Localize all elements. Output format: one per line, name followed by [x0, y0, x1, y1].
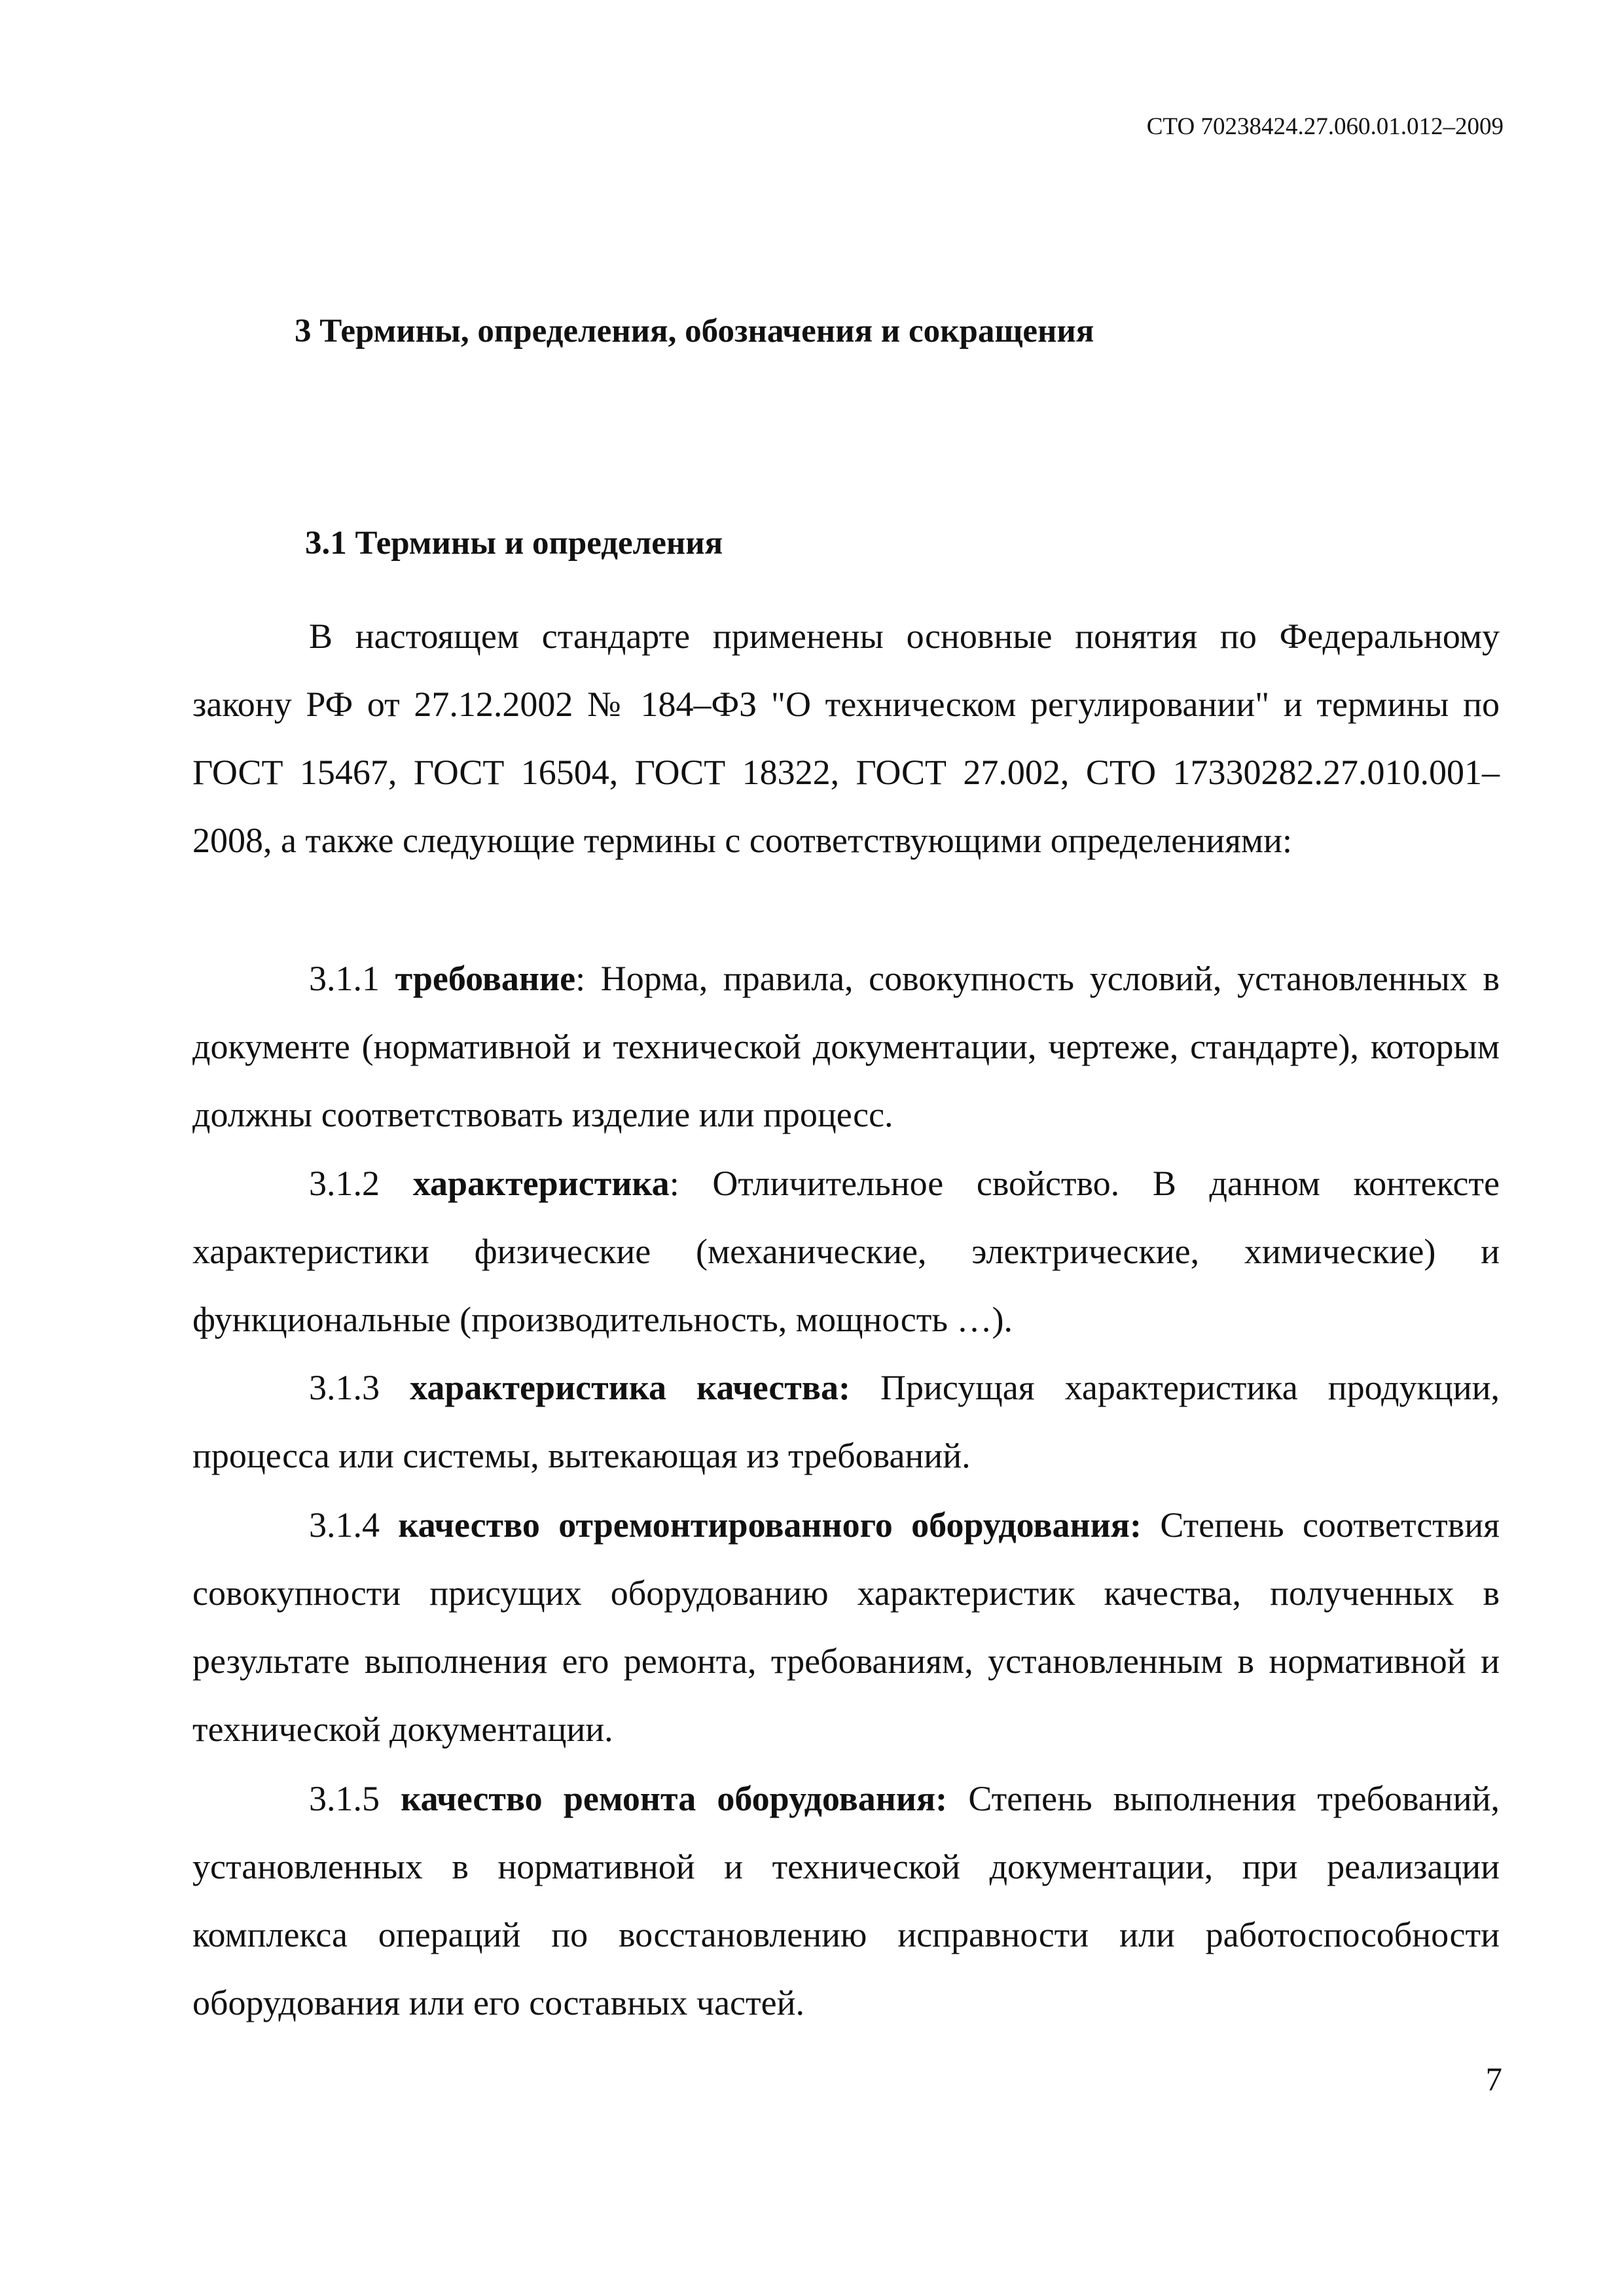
term-3-1-2: [192, 1149, 1500, 1354]
term-name: качество ремонта оборудования:: [401, 1779, 948, 1818]
term-definition: Норма, правила, совокупность условий, установленных в документе (нормативной и технической документации, чертеже, стандарте), которым должны соответствовать изделие или процесс.: [192, 959, 1500, 1134]
section-title: 3 Термины, определения, обозначения и сокращения: [295, 313, 1094, 350]
intro-paragraph: В настоящем стандарте применены основные понятия по Федеральному закону РФ от 27.12.2002 № 184–ФЗ "О техническом регулировании" и термины по ГОСТ 15467, ГОСТ 16504, ГОСТ 18322, ГОСТ 27.002, СТО 17330282.27.010.001–2008, а также следующие термины с соответствующими определениями:: [192, 617, 1500, 860]
term-name: качество отремонтированного оборудования:: [398, 1505, 1142, 1545]
term-3-1-3: [192, 1354, 1500, 1490]
term-number: 3.1.3: [309, 1368, 380, 1407]
term-number: 3.1.5: [309, 1779, 380, 1818]
term-number: 3.1.4: [309, 1505, 380, 1545]
term-3-1-4: [192, 1491, 1500, 1763]
term-name: характеристика качества:: [410, 1368, 850, 1407]
subsection-title: 3.1 Термины и определения: [305, 525, 723, 562]
term-number: 3.1.1: [309, 959, 380, 998]
term-definition: Степень выполнения требований, установленных в нормативной и технической документации, при реализации комплекса операций по восстановлению исправности или работоспособности оборудования или его составных частей.: [192, 1779, 1500, 2022]
document-code: СТО 70238424.27.060.01.012–2009: [1146, 113, 1504, 140]
term-3-1-5: [192, 1765, 1500, 2037]
term-definition: Отличительное свойство. В данном контексте характеристики физические (механические, электрические, химические) и функциональные (производительность, мощность …).: [192, 1164, 1500, 1339]
term-definition: Присущая характеристика продукции, процесса или системы, вытекающая из требований.: [192, 1368, 1500, 1475]
term-separator: :: [669, 1164, 679, 1203]
term-number: 3.1.2: [309, 1164, 380, 1203]
term-3-1-1: [192, 944, 1500, 1149]
term-name: требование: [395, 959, 576, 998]
term-separator: :: [575, 959, 586, 998]
page-number: 7: [1485, 2062, 1502, 2098]
term-definition: Степень соответствия совокупности присущих оборудованию характеристик качества, полученных в результате выполнения его ремонта, требованиям, установленным в нормативной и технической документации.: [192, 1505, 1500, 1749]
term-name: характеристика: [412, 1164, 670, 1203]
